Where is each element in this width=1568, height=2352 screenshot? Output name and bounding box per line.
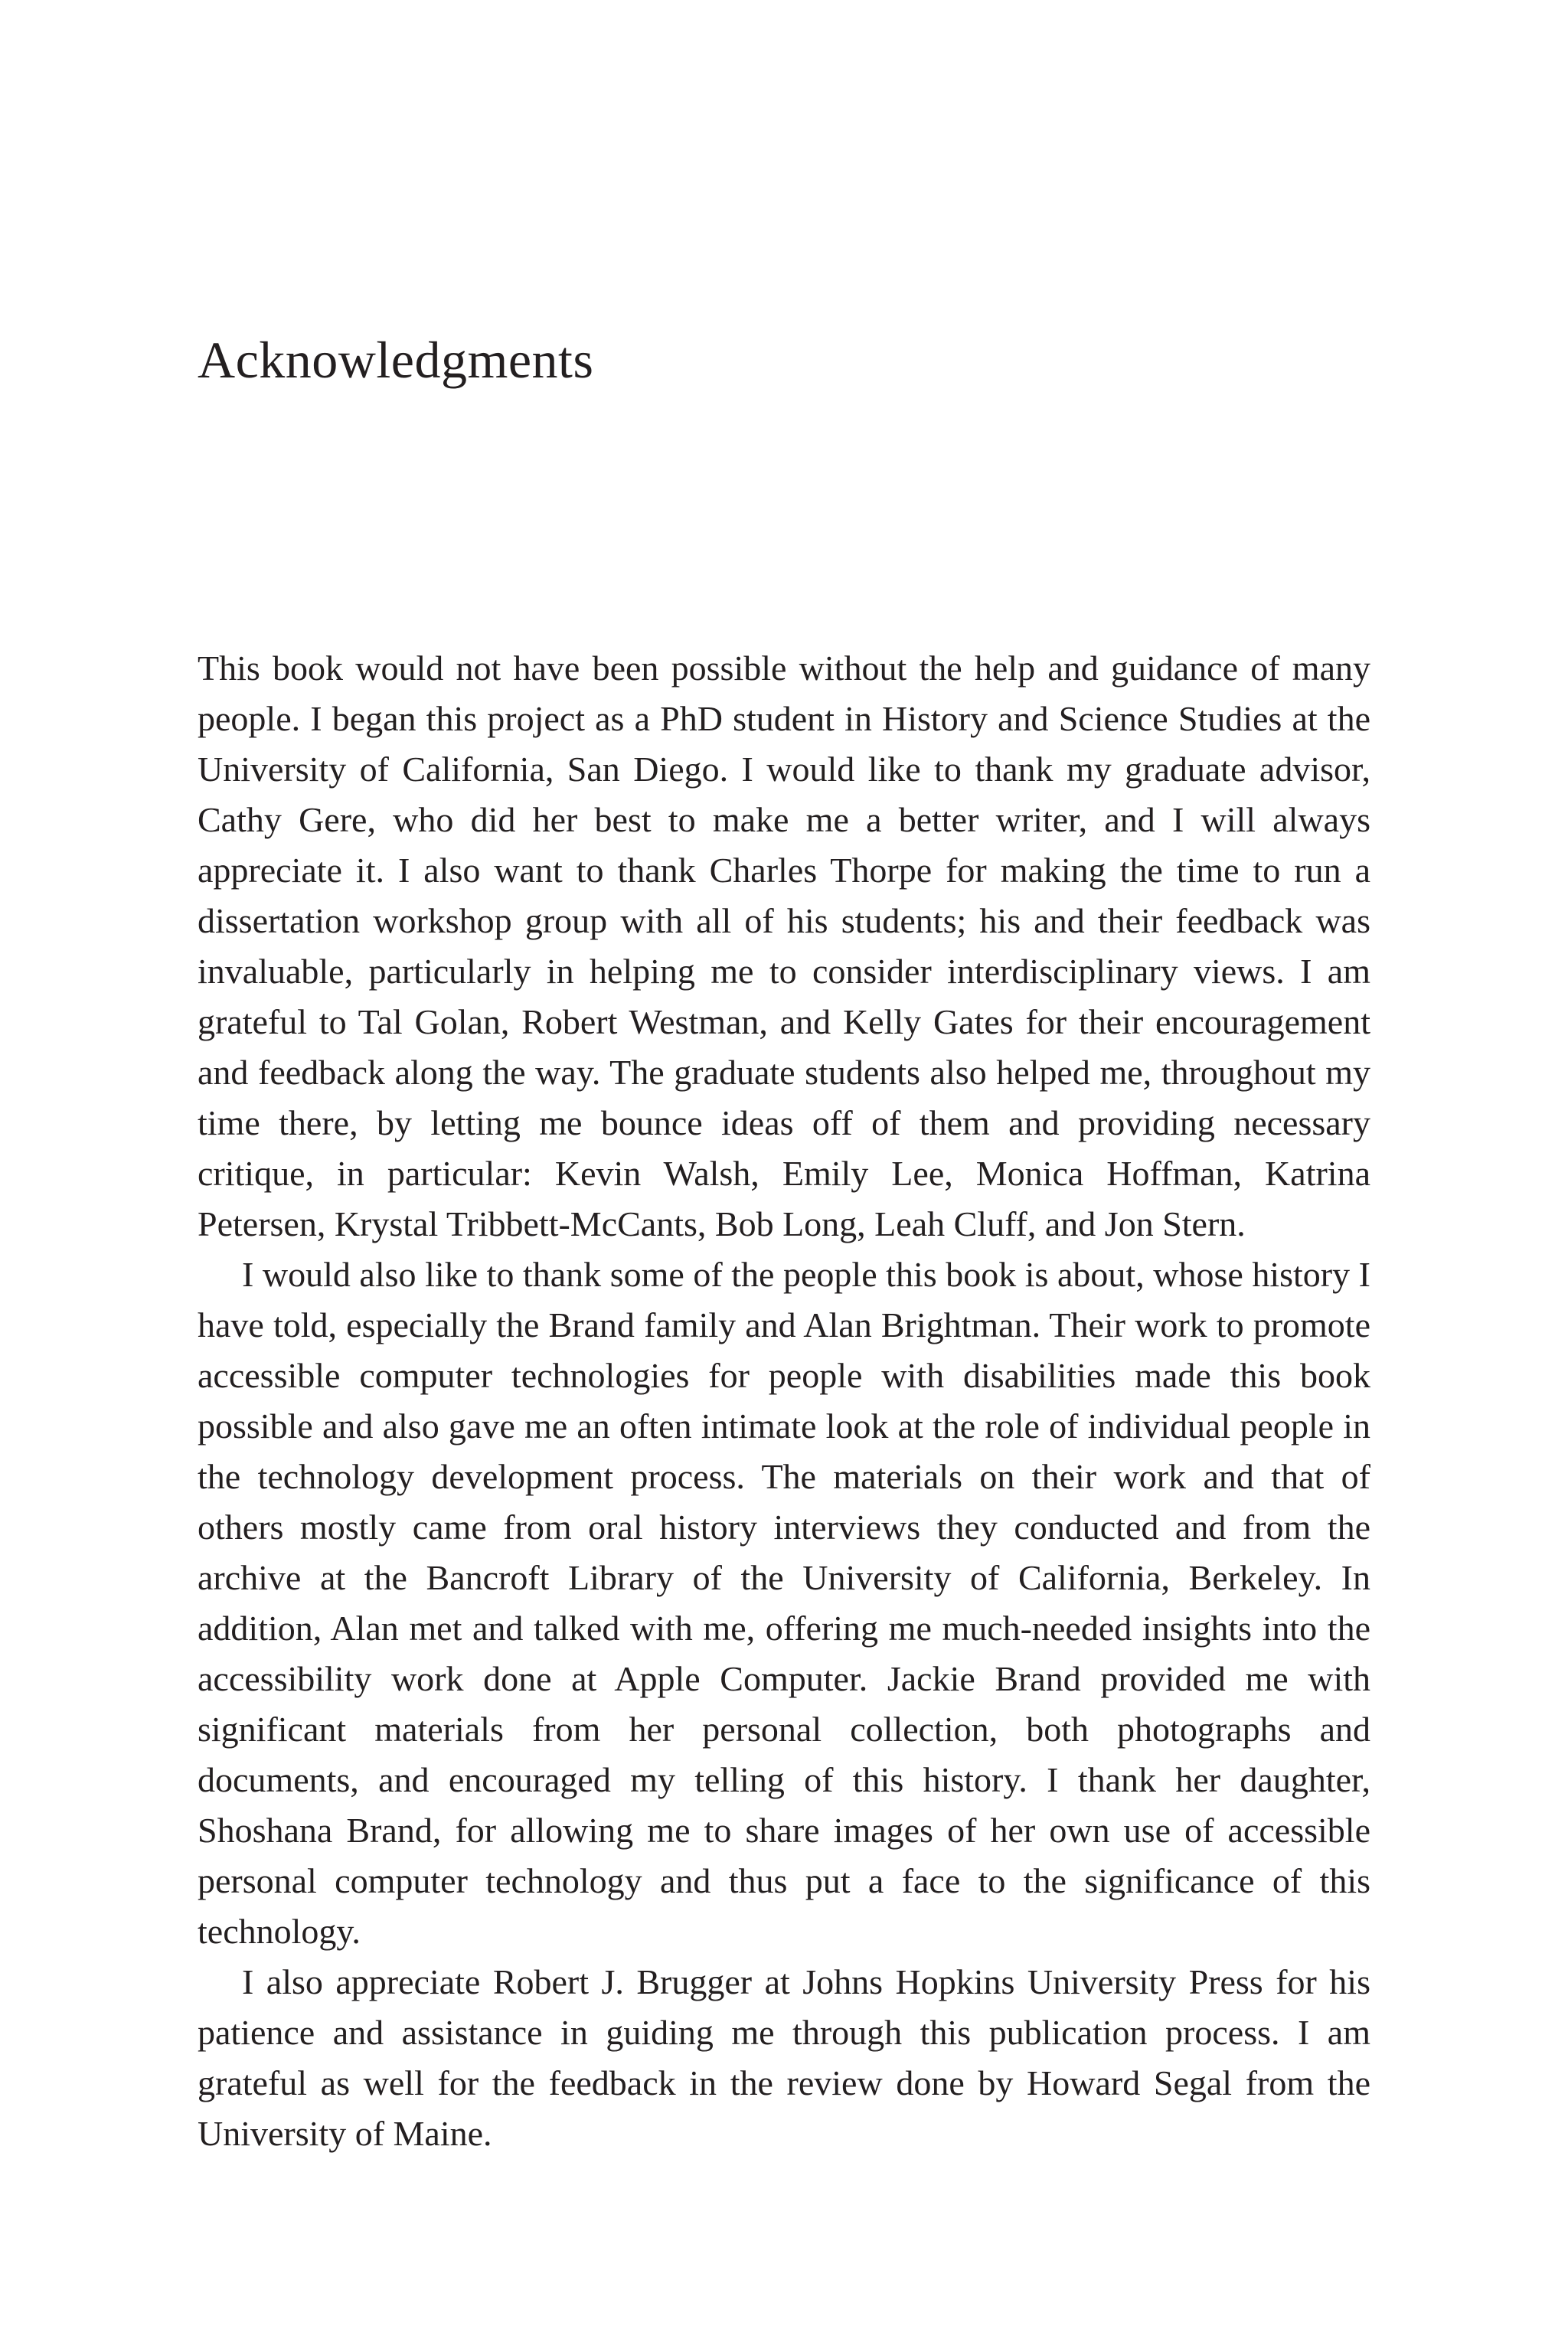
paragraph-2: I would also like to thank some of the people this book is about, whose history I have told, especially the Brand family and Alan Brightman. Their work to promote accessible computer technologies for people with disabilities made this book possible and also gave me an often intimate look at the role of individual people in the technology development process. The materials on their work and that of others mostly came from oral history interviews they conducted and from the archive at the Bancroft Library of the University of California, Berkeley. In addition, Alan met and talked with me, offering me much-needed insights into the accessibility work done at Apple Computer. Jackie Brand provided me with significant materials from her personal collection, both photographs and documents, and encouraged my telling of this history. I thank her daughter, Shoshana Brand, for allowing me to share images of her own use of accessible personal computer technology and thus put a face to the significance of this technology. [198, 1255, 1370, 1951]
paragraph-1: This book would not have been possible without the help and guidance of many people. I began this project as a PhD student in History and Science Studies at the University of California, San Diego. I would like to thank my graduate advisor, Cathy Gere, who did her best to make me a better writer, and I will always appreciate it. I also want to thank Charles Thorpe for making the time to run a dissertation workshop group with all of his students; his and their feedback was invaluable, particularly in helping me to consider interdisciplinary views. I am grateful to Tal Golan, Robert Westman, and Kelly Gates for their encouragement and feedback along the way. The graduate students also helped me, throughout my time there, by letting me bounce ideas off of them and providing necessary critique, in particular: Kevin Walsh, Emily Lee, Monica Hoffman, Katrina Petersen, Krystal Tribbett-McCants, Bob Long, Leah Cluff, and Jon Stern. [198, 648, 1370, 1243]
paragraph-3: I also appreciate Robert J. Brugger at Johns Hopkins University Press for his patience and assistance in guiding me through this publication process. I am grateful as well for the feedback in the review done by Howard Segal from the University of Maine. [198, 1962, 1370, 2153]
body-text [198, 643, 1370, 2159]
page-title: Acknowledgments [198, 331, 594, 389]
